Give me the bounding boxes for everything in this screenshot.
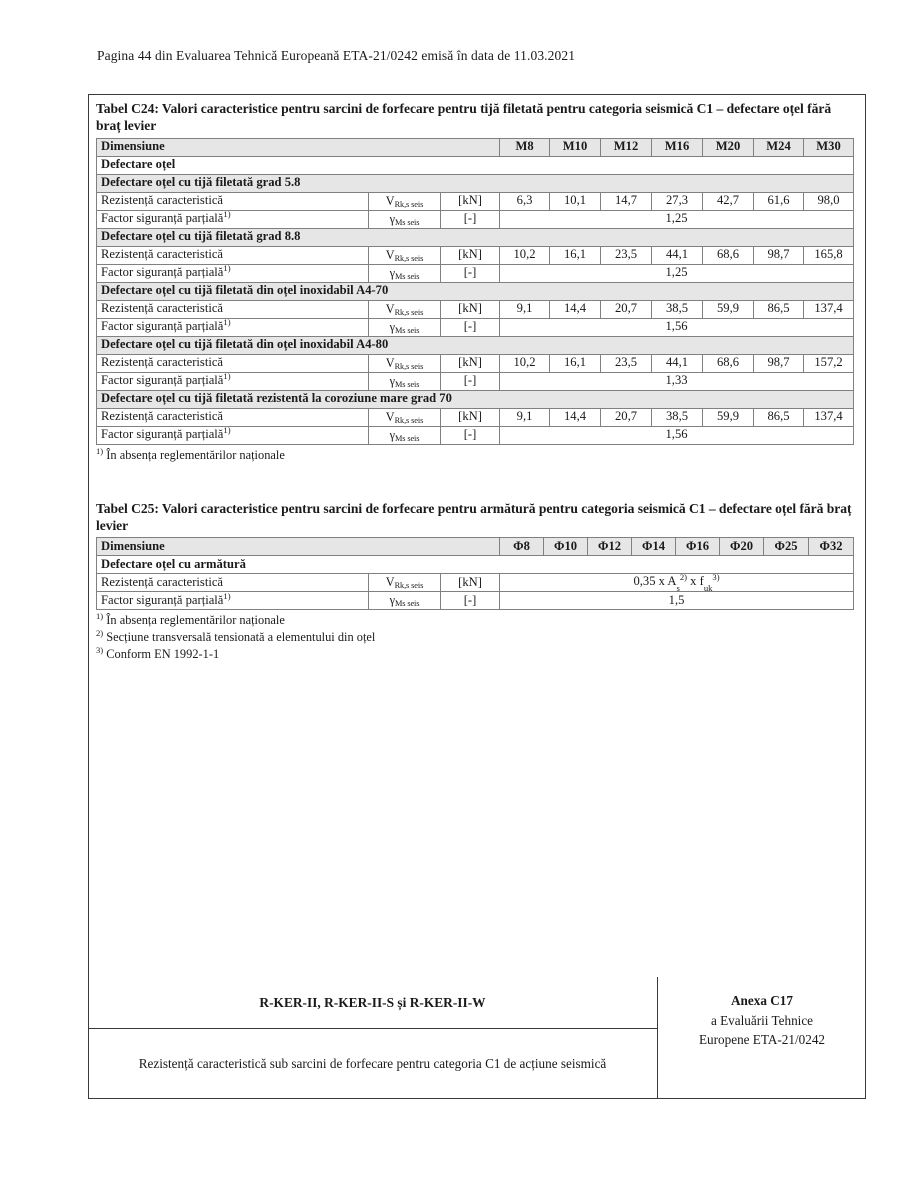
symbol-gamma-ms-seis: $\gamma_{Ms seis}$: [369, 592, 441, 610]
row-label-safety-factor: Factor siguranță parțială$^{1)}$: [97, 318, 369, 336]
unit-dash: [-]: [441, 264, 500, 282]
value-m10: 16,1: [550, 354, 601, 372]
unit-kn: [kN]: [441, 408, 500, 426]
section-label: Defectare oțel cu tijă filetată rezistentă la coroziune mare grad 70: [97, 390, 854, 408]
section-label: Defectare oțel cu tijă filetată din oțel inoxidabil A4-70: [97, 282, 854, 300]
value-m8: 6,3: [500, 192, 550, 210]
footer-annex-column: [658, 977, 866, 1099]
row-label-resistance: Rezistență caracteristică: [97, 246, 369, 264]
table-c25-safety-row: [97, 592, 854, 610]
value-m12: 20,7: [601, 408, 652, 426]
col-header-m30: M30: [804, 138, 854, 156]
table-c24-title: Tabel C24: Valori caracteristice pentru sarcini de forfecare pentru tijă filetată pentru categoria seismică C1 – defectare oțel fără braț levier: [96, 101, 832, 134]
table-c24-section-row: [97, 390, 854, 408]
value-m8: 10,2: [500, 246, 550, 264]
table-c24-section-row: [97, 228, 854, 246]
table-c24-safety-row: [97, 426, 854, 444]
table-c24-resistance-row: [97, 354, 854, 372]
col-header-phi32: Φ32: [809, 538, 854, 556]
value-m16: 38,5: [652, 408, 703, 426]
value-m30: 137,4: [804, 408, 854, 426]
table-c24-resistance-row: [97, 408, 854, 426]
footnote-item: $^{1)}$ În absența reglementărilor naționale: [96, 611, 285, 628]
unit-dash: [-]: [441, 372, 500, 390]
table-c25: [96, 537, 854, 610]
table-c25-title: Tabel C25: Valori caracteristice pentru sarcini de forfecare pentru armătură pentru categoria seismică C1 – defectare oțel fără braț levier: [96, 500, 852, 534]
unit-dash: [-]: [441, 426, 500, 444]
symbol-gamma-ms-seis: $\gamma_{Ms seis}$: [369, 318, 441, 336]
row-label-resistance: Rezistență caracteristică: [97, 574, 369, 592]
value-m16: 27,3: [652, 192, 703, 210]
value-m8: 10,2: [500, 354, 550, 372]
value-m20: 68,6: [703, 246, 754, 264]
value-m10: 10,1: [550, 192, 601, 210]
col-header-phi16: Φ16: [676, 538, 720, 556]
symbol-gamma-ms-seis: $\gamma_{Ms seis}$: [369, 426, 441, 444]
col-header-m24: M24: [754, 138, 804, 156]
value-m24: 86,5: [754, 300, 804, 318]
row-label-safety-factor: Factor siguranță parțială$^{1)}$: [97, 210, 369, 228]
page-footer-block: [88, 977, 866, 1099]
table-c24-header-row: [97, 138, 854, 156]
value-m10: 14,4: [550, 300, 601, 318]
row-label-resistance: Rezistență caracteristică: [97, 354, 369, 372]
value-m20: 59,9: [703, 300, 754, 318]
footer-left-column: [88, 977, 658, 1099]
page-header-line: Pagina 44 din Evaluarea Tehnică Europeană ETA-21/0242 emisă în data de 11.03.2021: [97, 48, 576, 63]
row-label-safety-factor: Factor siguranță parțială$^{1)}$: [97, 264, 369, 282]
col-header-m12: M12: [601, 138, 652, 156]
resistance-formula: 0,35 x $A_s^{2)}$ x $f_{uk}^{3)}$: [500, 574, 854, 592]
value-m30: 165,8: [804, 246, 854, 264]
value-m20: 59,9: [703, 408, 754, 426]
value-m30: 157,2: [804, 354, 854, 372]
row-label-resistance: Rezistență caracteristică: [97, 192, 369, 210]
table-c24-resistance-row: [97, 192, 854, 210]
table-c24-resistance-row: [97, 300, 854, 318]
symbol-vrks-seis: $V_{Rk,s seis}$: [369, 354, 441, 372]
dimension-header: Dimensiune: [97, 538, 500, 556]
value-m12: 14,7: [601, 192, 652, 210]
unit-kn: [kN]: [441, 300, 500, 318]
symbol-vrks-seis: $V_{Rk,s seis}$: [369, 192, 441, 210]
value-m30: 98,0: [804, 192, 854, 210]
safety-factor-value: 1,25: [500, 210, 854, 228]
footnote-item: $^{1)}$ În absența reglementărilor naționale: [96, 445, 285, 462]
symbol-gamma-ms-seis: $\gamma_{Ms seis}$: [369, 210, 441, 228]
document-content: [96, 100, 854, 663]
table-c24-section-row: [97, 282, 854, 300]
col-header-m20: M20: [703, 138, 754, 156]
safety-factor-value: 1,5: [500, 592, 854, 610]
footer-product-line: R-KER-II, R-KER-II-S și R-KER-II-W: [88, 977, 657, 1029]
dimension-header: Dimensiune: [97, 138, 500, 156]
value-m8: 9,1: [500, 408, 550, 426]
value-m10: 16,1: [550, 246, 601, 264]
table-c24-section-row: [97, 336, 854, 354]
col-header-phi8: Φ8: [500, 538, 544, 556]
value-m8: 9,1: [500, 300, 550, 318]
symbol-vrks-seis: $V_{Rk,s seis}$: [369, 574, 441, 592]
safety-factor-value: 1,25: [500, 264, 854, 282]
value-m16: 38,5: [652, 300, 703, 318]
symbol-vrks-seis: $V_{Rk,s seis}$: [369, 408, 441, 426]
value-m16: 44,1: [652, 354, 703, 372]
safety-factor-value: 1,33: [500, 372, 854, 390]
unit-kn: [kN]: [441, 246, 500, 264]
table-c24: [96, 138, 854, 445]
safety-factor-value: 1,56: [500, 318, 854, 336]
table-c24-footnotes: [96, 447, 854, 464]
table-c25-section-row: [97, 556, 854, 574]
value-m10: 14,4: [550, 408, 601, 426]
table-c24-resistance-row: [97, 246, 854, 264]
col-header-m8: M8: [500, 138, 550, 156]
annex-line-2: a Evaluării Tehnice: [710, 1013, 814, 1029]
col-header-phi14: Φ14: [632, 538, 676, 556]
col-header-m10: M10: [550, 138, 601, 156]
table-c24-main-section-row: [97, 156, 854, 174]
col-header-phi20: Φ20: [720, 538, 764, 556]
table-c25-header-row: [97, 538, 854, 556]
table-c24-section-row: [97, 174, 854, 192]
section-label: Defectare oțel cu tijă filetată grad 8.8: [97, 228, 854, 246]
safety-factor-value: 1,56: [500, 426, 854, 444]
symbol-vrks-seis: $V_{Rk,s seis}$: [369, 246, 441, 264]
table-c24-safety-row: [97, 318, 854, 336]
unit-dash: [-]: [441, 592, 500, 610]
value-m24: 98,7: [754, 246, 804, 264]
row-label-safety-factor: Factor siguranță parțială$^{1)}$: [97, 426, 369, 444]
symbol-gamma-ms-seis: $\gamma_{Ms seis}$: [369, 264, 441, 282]
col-header-m16: M16: [652, 138, 703, 156]
row-label-safety-factor: Factor siguranță parțială$^{1)}$: [97, 372, 369, 390]
table-c24-safety-row: [97, 264, 854, 282]
col-header-phi10: Φ10: [544, 538, 588, 556]
unit-kn: [kN]: [441, 354, 500, 372]
table-c24-safety-row: [97, 372, 854, 390]
unit-kn: [kN]: [441, 192, 500, 210]
annex-title: Anexa C17: [731, 993, 793, 1008]
row-label-resistance: Rezistență caracteristică: [97, 408, 369, 426]
section-label: Defectare oțel cu tijă filetată din oțel inoxidabil A4-80: [97, 336, 854, 354]
table-c25-resistance-row: [97, 574, 854, 592]
footnote-item: $^{3)}$ Conform EN 1992-1-1: [96, 645, 220, 662]
unit-dash: [-]: [441, 318, 500, 336]
value-m12: 20,7: [601, 300, 652, 318]
main-section-label: Defectare oțel: [97, 156, 854, 174]
row-label-resistance: Rezistență caracteristică: [97, 300, 369, 318]
value-m20: 42,7: [703, 192, 754, 210]
table-c24-safety-row: [97, 210, 854, 228]
unit-dash: [-]: [441, 210, 500, 228]
section-label: Defectare oțel cu tijă filetată grad 5.8: [97, 174, 854, 192]
footer-description: Rezistență caracteristică sub sarcini de forfecare pentru categoria C1 de acțiune seismică: [138, 1056, 607, 1072]
value-m20: 68,6: [703, 354, 754, 372]
value-m24: 61,6: [754, 192, 804, 210]
value-m24: 98,7: [754, 354, 804, 372]
annex-line-3: Europene ETA-21/0242: [698, 1032, 826, 1048]
value-m16: 44,1: [652, 246, 703, 264]
value-m12: 23,5: [601, 354, 652, 372]
value-m24: 86,5: [754, 408, 804, 426]
footnote-item: $^{2)}$ Secțiune transversală tensionată a elementului din oțel: [96, 628, 376, 645]
table-c25-footnotes: [96, 612, 854, 663]
value-m30: 137,4: [804, 300, 854, 318]
symbol-gamma-ms-seis: $\gamma_{Ms seis}$: [369, 372, 441, 390]
row-label-safety-factor: Factor siguranță parțială$^{1)}$: [97, 592, 369, 610]
unit-kn: [kN]: [441, 574, 500, 592]
col-header-phi25: Φ25: [764, 538, 809, 556]
section-spacer: [96, 464, 854, 500]
section-label: Defectare oțel cu armătură: [97, 556, 854, 574]
col-header-phi12: Φ12: [588, 538, 632, 556]
symbol-vrks-seis: $V_{Rk,s seis}$: [369, 300, 441, 318]
value-m12: 23,5: [601, 246, 652, 264]
